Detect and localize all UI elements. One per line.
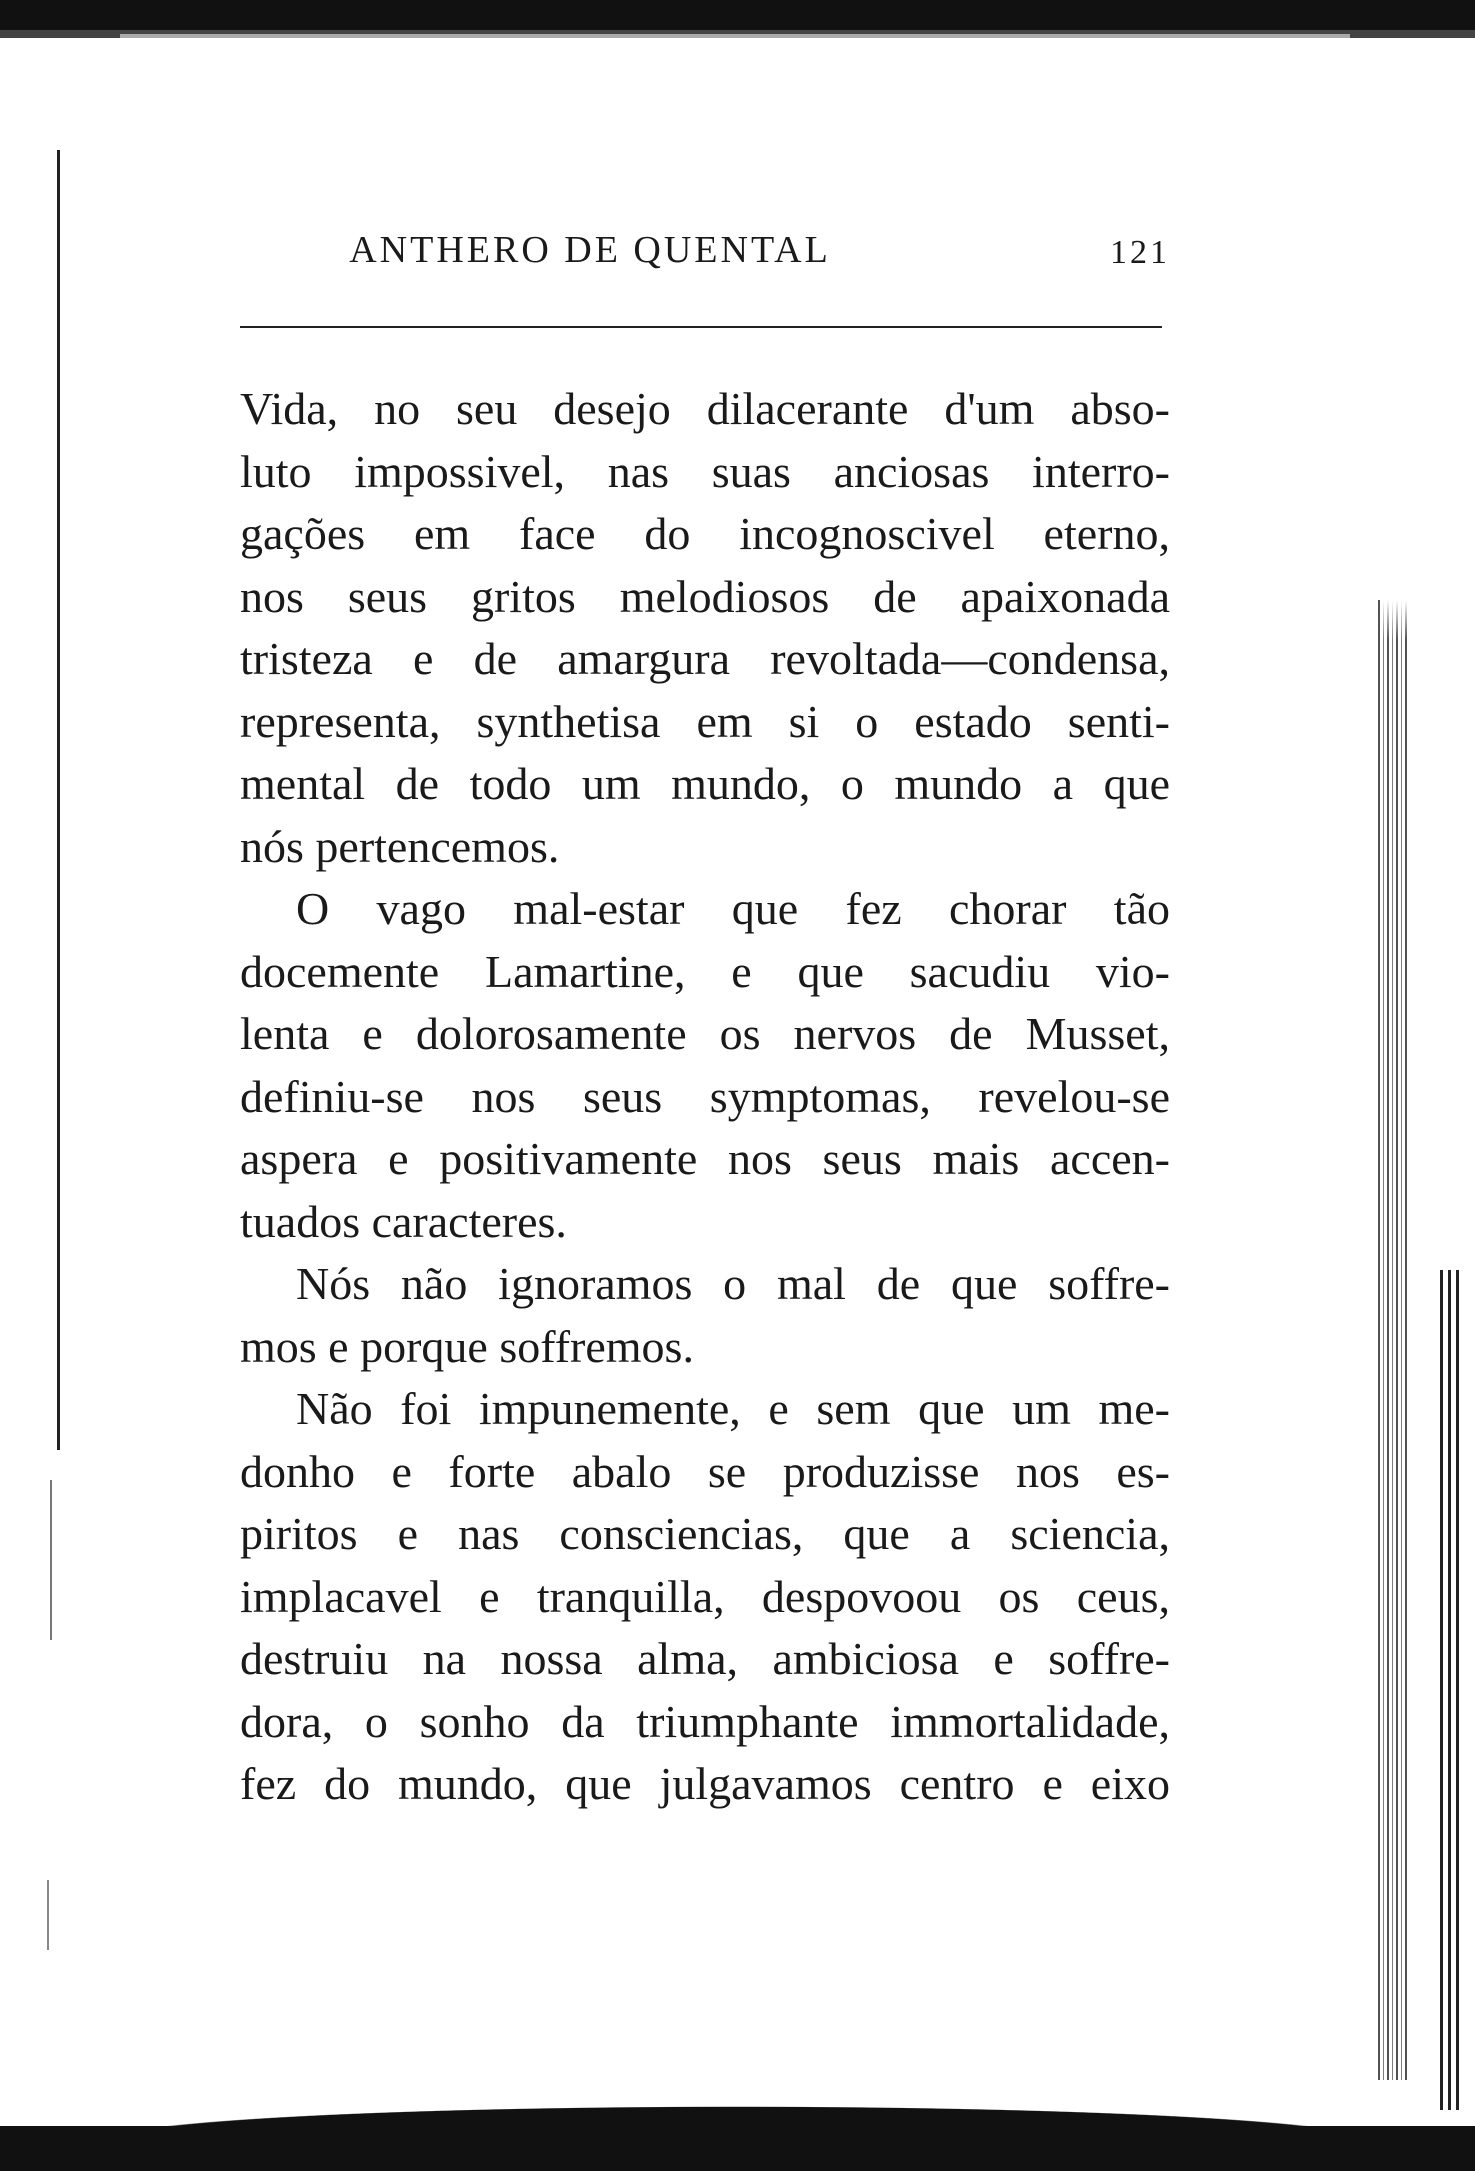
text-line: docemente Lamartine, e que sacudiu vio- <box>240 945 1170 997</box>
text-line: Não foi impunemente, e sem que um me- <box>296 1383 1170 1434</box>
paragraph <box>240 1253 1170 1378</box>
text-line: lenta e dolorosamente os nervos de Musset, <box>240 1008 1170 1059</box>
text-line: tristeza e de amargura revoltada—condensa, <box>240 633 1170 684</box>
text-line: tuados caracteres. <box>240 1195 567 1247</box>
body-text <box>240 378 1170 1816</box>
text-line: fez do mundo, que julgavamos centro e eixo <box>240 1758 1170 1809</box>
text-line: representa, synthetisa em si o estado senti- <box>240 695 1170 747</box>
text-line: destruiu na nossa alma, ambiciosa e soffre- <box>240 1633 1170 1684</box>
text-line: dora, o sonho da triumphante immortalidade, <box>240 1695 1170 1747</box>
scan-bottom-edge <box>0 2126 1475 2171</box>
text-line: nós pertencemos. <box>240 820 560 872</box>
text-line: piritos e nas consciencias, que a sciencia, <box>240 1508 1170 1559</box>
text-line: mos e porque soffremos. <box>240 1320 694 1372</box>
text-line: Vida, no seu desejo dilacerante d'um abso- <box>240 383 1170 434</box>
text-line: gações em face do incognoscivel eterno, <box>240 508 1170 559</box>
scan-left-gutter-mark <box>47 1880 49 1950</box>
text-line: mental de todo um mundo, o mundo a que <box>240 758 1170 809</box>
text-line: donho e forte abalo se produzisse nos es- <box>240 1445 1170 1497</box>
paragraph <box>240 1378 1170 1816</box>
scan-page-edges-fade <box>1380 600 1410 640</box>
text-line: nos seus gritos melodiosos de apaixonada <box>240 570 1170 622</box>
header-rule <box>240 326 1162 328</box>
scan-left-gutter-mark <box>50 1480 52 1640</box>
text-line: implacavel e tranquilla, despovoou os ceus, <box>240 1570 1170 1622</box>
text-line: luto impossivel, nas suas anciosas interro- <box>240 445 1170 497</box>
text-line: O vago mal-estar que fez chorar tão <box>296 883 1170 934</box>
page-header <box>240 228 1170 288</box>
scan-left-gutter-line <box>57 150 60 1450</box>
page-number: 121 <box>1110 234 1170 271</box>
text-line: definiu-se nos seus symptomas, revelou-se <box>240 1070 1170 1122</box>
paragraph <box>240 378 1170 878</box>
running-title: ANTHERO DE QUENTAL <box>349 229 831 271</box>
scan-top-edge-highlight <box>120 34 1350 46</box>
paragraph <box>240 878 1170 1253</box>
text-line: aspera e positivamente nos seus mais accen- <box>240 1133 1170 1184</box>
scan-page-edges-dark <box>1440 1270 1462 2110</box>
scan-page-edges <box>1378 600 1408 2080</box>
text-line: Nós não ignoramos o mal de que soffre- <box>296 1258 1170 1309</box>
